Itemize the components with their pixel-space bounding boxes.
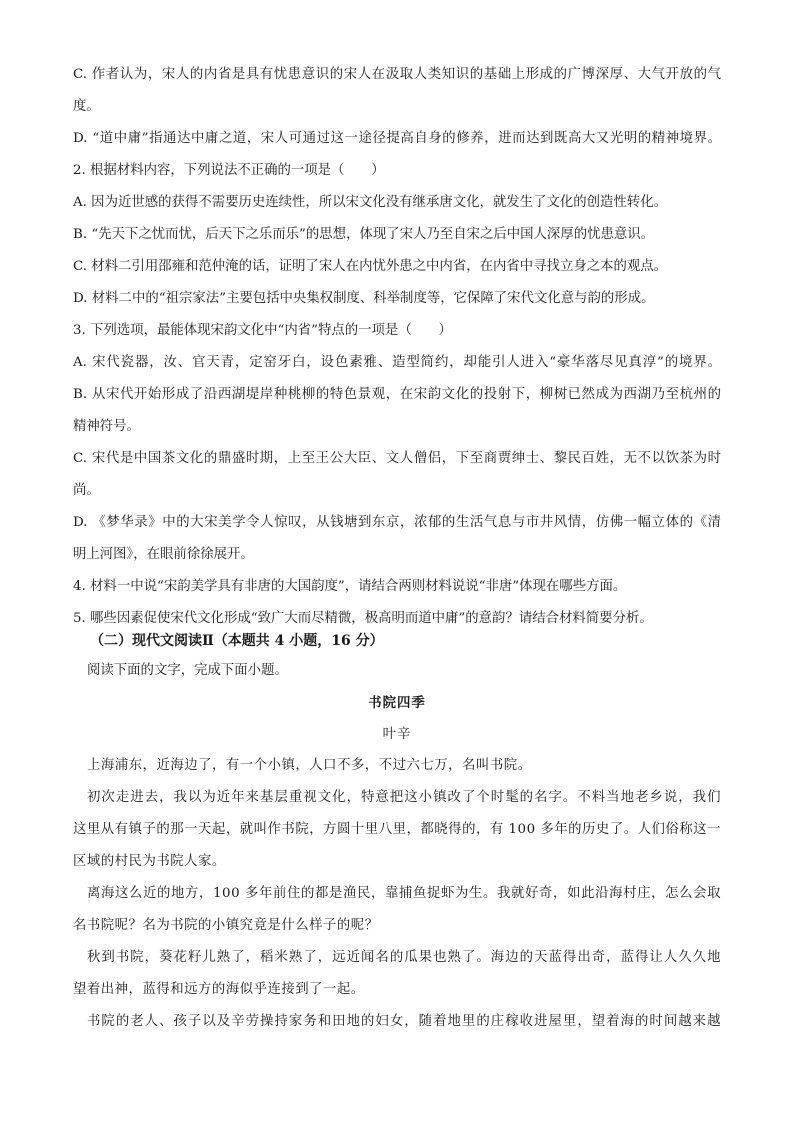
- q2-option-c: C. 材料二引用邵雍和范仲淹的话，证明了宋人在内忧外患之中内省，在内省中寻找立身之本的观点。: [73, 259, 668, 274]
- story-paragraph-2-line-1: 初次走进去，我以为近年来基层重视文化，特意把这小镇改了个时髦的名字。不料当地老乡说，我们: [87, 790, 721, 805]
- story-author: 叶辛: [382, 727, 412, 742]
- q3-option-b-line-1: B. 从宋代开始形成了沿西湖堤岸种桃柳的特色景观，在宋韵文化的投射下，柳树已然成为西湖乃至杭州的: [73, 387, 721, 402]
- section-heading: （二）现代文阅读Ⅱ（本题共 4 小题，16 分）: [90, 633, 384, 649]
- question-4: 4. 材料一中说“宋韵美学具有非唐的大国韵度”，请结合两则材料说说“非唐”体现在哪些方面。: [73, 579, 627, 594]
- q3-option-d-line-1: D. 《梦华录》中的大宋美学令人惊叹，从钱塘到东京，浓郁的生活气息与市井风情，仿佛一幅立体的《清: [73, 515, 721, 530]
- story-paragraph-3-line-1: 离海这么近的地方，100 多年前住的都是渔民，靠捕鱼捉虾为生。我就好奇，如此沿海村庄，怎么会取: [87, 886, 721, 901]
- story-paragraph-1: 上海浦东，近海边了，有一个小镇，人口不多，不过六七万，名叫书院。: [87, 758, 532, 773]
- q2-option-d: D. 材料二中的“祖宗家法”主要包括中央集权制度、科举制度等，它保障了宋代文化意与韵的形成。: [73, 291, 655, 306]
- story-title: 书院四季: [368, 695, 426, 711]
- story-paragraph-4-line-1: 秋到书院，葵花籽儿熟了，稻米熟了，远近闻名的瓜果也熟了。海边的天蓝得出奇，蓝得让人久久地: [87, 950, 721, 965]
- story-paragraph-4-line-2: 望着出神，蓝得和远方的海似乎连接到了一起。: [73, 982, 365, 997]
- q2-option-b: B. “先天下之忧而忧，后天下之乐而乐”的思想，体现了宋人乃至自宋之后中国人深厚的忧患意识。: [73, 227, 655, 242]
- question-2: 2. 根据材料内容，下列说法不正确的一项是（ ）: [73, 163, 385, 178]
- q3-option-a: A. 宋代瓷器，汝、官天青，定窑牙白，设色素雅、造型简约，却能引人进入“豪华落尽见真淳”的境界。: [73, 355, 721, 370]
- option-d-line: D. “道中庸”指通达中庸之道，宋人可通过这一途径提高自身的修养，进而达到既高大又光明的精神境界。: [73, 131, 721, 146]
- question-5: 5. 哪些因素促使宋代文化形成“致广大而尽精微，极高明而道中庸”的意韵？请结合材料简要分析。: [73, 611, 653, 626]
- reading-instruction: 阅读下面的文字，完成下面小题。: [87, 663, 288, 678]
- story-paragraph-2-line-2: 这里从有镇子的那一天起，就叫作书院，方圆十里八里，都晓得的，有 100 多年的历史了。人们俗称这一: [73, 822, 721, 837]
- option-c-line-1: C. 作者认为，宋人的内省是具有忧患意识的宋人在汲取人类知识的基础上形成的广博深厚、大气开放的气: [73, 67, 721, 82]
- option-c-line-2: 度。: [73, 99, 100, 114]
- story-paragraph-5-line-1: 书院的老人、孩子以及辛劳操持家务和田地的妇女，随着地里的庄稼收进屋里，望着海的时间越来越: [87, 1014, 721, 1029]
- story-paragraph-2-line-3: 区域的村民为书院人家。: [73, 854, 226, 869]
- q3-option-d-line-2: 明上河图》，在眼前徐徐展开。: [73, 547, 254, 562]
- q3-option-c-line-2: 尚。: [73, 483, 100, 498]
- q3-option-c-line-1: C. 宋代是中国茶文化的鼎盛时期，上至王公大臣、文人僧侣，下至商贾绅士、黎民百姓，无不以饮茶为时: [73, 451, 721, 466]
- question-3: 3. 下列选项，最能体现宋韵文化中“内省”特点的一项是（ ）: [73, 323, 452, 338]
- q3-option-b-line-2: 精神符号。: [73, 419, 140, 434]
- q2-option-a: A. 因为近世感的获得不需要历史连续性，所以宋文化没有继承唐文化，就发生了文化的创造性转化。: [73, 195, 667, 210]
- story-paragraph-3-line-2: 名书院呢？名为书院的小镇究竟是什么样子的呢？: [73, 918, 379, 933]
